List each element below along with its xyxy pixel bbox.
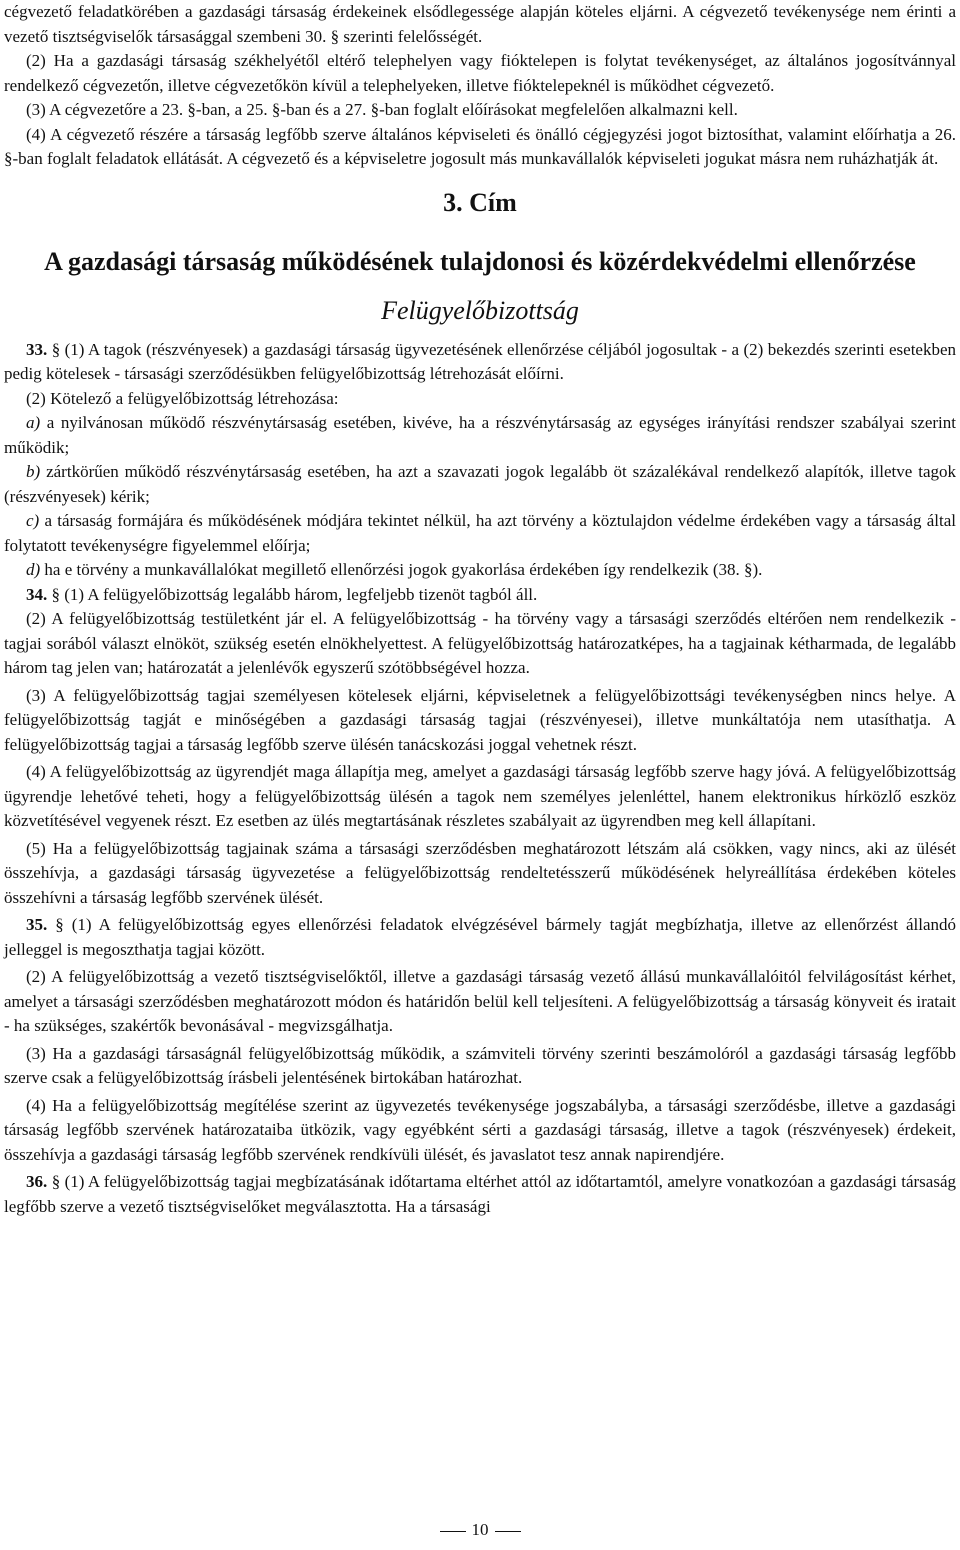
chapter-title: A gazdasági társaság működésének tulajdonosi és közérdekvédelmi ellenőrzése	[44, 246, 916, 276]
section-34-number: 34.	[26, 584, 48, 604]
item-a-label: a)	[26, 413, 41, 432]
chapter-number: 3. Cím	[443, 187, 517, 217]
section-34-paragraph-4: (4) A felügyelőbizottság az ügyrendjét maga állapítja meg, amelyet a gazdasági társaság legfőbb szerve hagy jóvá. A felügyelőbizottság ügyrendje lehetővé teheti, hogy a felügyelőbizottság ülésén a tagok nem személyes jelenléttel, hanem elektronikus hírközlő eszköz közvetítésével vegyenek részt. Ez esetben az ülés megtartásának részletes szabályait az ügyrendben meg kell állapítani.	[4, 762, 956, 830]
section-35-paragraph-4: (4) Ha a felügyelőbizottság megítélése szerint az ügyvezetés tevékenysége jogszabályba, a társasági szerződésbe, illetve a gazdasági társaság legfőbb szervének határozataiba ütközik, vagy egyébként sérti a gazdasági társaság, illetve a tagok (részvényesek) érdekeit, összehívja a gazdasági társaság legfőbb szervének rendkívüli ülését, és javaslatot tesz annak napirendjére.	[4, 1095, 956, 1164]
chapter-subtitle: Felügyelőbizottság	[381, 295, 579, 325]
footer-dash-left	[440, 1531, 466, 1532]
item-c-text: a társaság formájára és működésének módjára tekintet nélkül, ha azt törvény a köztulajdon védelme érdekében vagy a társaság által folytatott tevékenységre figyelemmel előírja;	[4, 511, 956, 555]
item-b-text: zártkörűen működő részvénytársaság esetében, ha azt a szavazati jogok legalább öt százalékával rendelkező alapítók, illetve tagok (részvényesek) kérik;	[4, 462, 957, 506]
section-34-paragraph-5: (5) Ha a felügyelőbizottság tagjainak száma a társasági szerződésben meghatározott létszám alá csökken, vagy nincs, aki az ülését összehívja, a gazdasági társaság ügyvezetése a felügyelőbizottság rendeltetésszerű működésének helyreállítása érdekében köteles összehívni a társaság legfőbb szervének ülését.	[4, 838, 956, 907]
section-36-paragraph-1	[4, 1170, 956, 1219]
document-page	[4, 0, 956, 1219]
item-a-text: a nyilvánosan működő részvénytársaság esetében, kivéve, ha a részvénytársaság az egységes irányítási rendszer szabályai szerint működik;	[4, 413, 957, 457]
section-33-item-c	[4, 509, 956, 558]
section-35-paragraph-1	[4, 913, 956, 962]
section-35-text: § (1) A felügyelőbizottság egyes ellenőrzési feladatok elvégzésével bármely tagját megbízhatja, illetve az ellenőrzést állandó jelleggel is megoszthatja tagjai között.	[4, 915, 957, 959]
section-33-text: § (1) A tagok (részvényesek) a gazdasági társaság ügyvezetésének ellenőrzése céljából jogosultak - a (2) bekezdés szerinti esetekben pedig kötelesek - társasági szerződésükben felügyelőbizottság létrehozását előírni.	[4, 339, 957, 383]
item-b-label: b)	[26, 462, 41, 481]
section-36-number: 36.	[26, 1172, 48, 1191]
section-33-item-a	[4, 411, 956, 460]
section-34-text: § (1) A felügyelőbizottság legalább három, legfeljebb tizenöt tagból áll.	[51, 584, 538, 604]
paragraph-32-2: (2) Ha a gazdasági társaság székhelyétől eltérő telephelyen vagy fióktelepen is folytat tevékenységet, az általános jogosítvánnyal rendelkező cégvezetőn, illetve cégvezetőkön kívül a telephelyeken, illetve fióktelepeknél is működhet cégvezető.	[4, 51, 956, 95]
footer-dash-right	[495, 1531, 521, 1532]
section-35-paragraph-2: (2) A felügyelőbizottság a vezető tisztségviselőktől, illetve a gazdasági társaság vezető állású munkavállalóitól felvilágosítást kérhet, amelyet a társasági szerződésben meghatározott módon és határidőn belül kell teljesíteni. A felügyelőbizottság a társaság könyveit és iratait - ha szükséges, szakértők bevonásával - megvizsgálhatja.	[4, 967, 956, 1035]
section-33-item-b	[4, 460, 956, 509]
section-33-paragraph-1	[4, 338, 956, 387]
section-34-paragraph-1	[4, 583, 956, 608]
paragraph-continued: cégvezető feladatkörében a gazdasági társaság érdekeinek elsődlegessége alapján köteles eljárni. A cégvezető tevékenysége nem érinti a vezető tisztségviselők társasággal szembeni 30. § szerinti felelősségét.	[4, 2, 956, 46]
paragraph-32-3: (3) A cégvezetőre a 23. §-ban, a 25. §-ban és a 27. §-ban foglalt előírásokat megfelelően alkalmazni kell.	[26, 100, 738, 119]
section-35-number: 35.	[26, 915, 48, 934]
section-34-paragraph-2: (2) A felügyelőbizottság testületként jár el. A felügyelőbizottság - ha törvény vagy a társasági szerződés eltérően nem rendelkezik - tagjai sorából választ elnököt, szükség esetén elnökhelyettest. A felügyelőbizottság határozatképes, ha a tagjainak kétharmada, de legalább három tag jelen van; határozatát a jelenlévők egyszerű szótöbbségével hozza.	[4, 609, 956, 677]
item-c-label: c)	[26, 511, 40, 530]
item-d-label: d)	[26, 560, 41, 579]
section-36-text: § (1) A felügyelőbizottság tagjai megbízatásának időtartama eltérhet attól az időtartamtól, amelyre vonatkozóan a gazdasági társaság legfőbb szerve a vezető tisztségviselőket megválasztotta. Ha a társasági	[4, 1172, 957, 1216]
section-33-paragraph-2: (2) Kötelező a felügyelőbizottság létrehozása:	[26, 388, 339, 408]
section-35-paragraph-3: (3) Ha a gazdasági társaságnál felügyelőbizottság működik, a számviteli törvény szerinti beszámolóról a gazdasági társaság legfőbb szerve csak a felügyelőbizottság írásbeli jelentésének birtokában határozhat.	[4, 1043, 956, 1087]
page-number: 10	[471, 1520, 489, 1539]
paragraph-32-4: (4) A cégvezető részére a társaság legfőbb szerve általános képviseleti és önálló cégjegyzési jogot biztosíthat, valamint előírhatja a 26. §-ban foglalt feladatok ellátását. A cégvezető és a képviseletre jogosult más munkavállalók képviseleti jogukat másra nem ruházhatják át.	[4, 124, 956, 168]
section-33-number: 33.	[26, 339, 48, 359]
page-footer	[0, 1520, 960, 1540]
section-33-item-d	[4, 558, 956, 583]
section-34-paragraph-3: (3) A felügyelőbizottság tagjai személyesen kötelesek eljárni, képviseletnek a felügyelőbizottsági tevékenységben nincs helye. A felügyelőbizottság tagját e minőségében a gazdasági társaság tagjai (részvényesei), illetve munkáltatója nem utasíthatja. A felügyelőbizottság tagjai a társaság legfőbb szerve ülésén tanácskozási joggal vehetnek részt.	[4, 685, 956, 754]
item-d-text: ha e törvény a munkavállalókat megillető ellenőrzési jogok gyakorlása érdekében így rendelkezik (38. §).	[44, 560, 763, 579]
